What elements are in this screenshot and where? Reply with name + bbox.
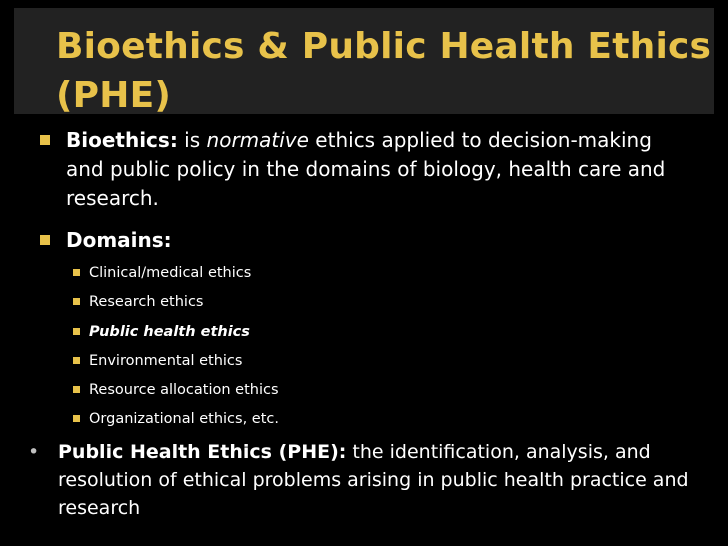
square-bullet-icon <box>73 386 80 393</box>
bioethics-term: Bioethics: <box>66 128 178 152</box>
domain-label: Research ethics <box>89 294 204 310</box>
domain-item <box>89 351 689 371</box>
title-line-2: (PHE) <box>56 75 172 116</box>
domain-item <box>89 292 689 312</box>
domain-label: Clinical/medical ethics <box>89 265 252 281</box>
square-bullet-icon <box>73 415 80 422</box>
bioethics-italic: normative <box>206 128 309 152</box>
square-bullet-icon <box>73 357 80 364</box>
bullet-domains <box>66 226 686 255</box>
domain-item <box>89 322 689 342</box>
bioethics-rest: ethics applied to decision-making and public policy in the domains of biology, health care and research. <box>66 128 666 210</box>
domain-item <box>89 409 689 429</box>
domain-item <box>89 380 689 400</box>
domain-label: Organizational ethics, etc. <box>89 411 279 427</box>
domain-item <box>89 263 689 283</box>
bioethics-pre: is <box>177 128 207 152</box>
title-line-1: Bioethics & Public Health Ethics <box>56 26 712 67</box>
square-bullet-icon <box>40 135 50 145</box>
bullet-bioethics <box>66 126 686 213</box>
domains-label: Domains: <box>66 228 172 252</box>
phe-rest: the identification, analysis, and resolution of ethical problems arising in public health practice and research <box>58 441 689 519</box>
domain-label: Resource allocation ethics <box>89 382 279 398</box>
slide-title <box>56 22 716 120</box>
phe-term: Public Health Ethics (PHE): <box>58 441 347 463</box>
square-bullet-icon <box>40 235 50 245</box>
round-bullet-icon: • <box>28 441 40 463</box>
square-bullet-icon <box>73 298 80 305</box>
domain-label: Public health ethics <box>89 324 250 340</box>
square-bullet-icon <box>73 269 80 276</box>
domain-label: Environmental ethics <box>89 353 243 369</box>
title-band <box>14 8 714 114</box>
bullet-phe <box>28 438 698 522</box>
square-bullet-icon <box>73 328 80 335</box>
